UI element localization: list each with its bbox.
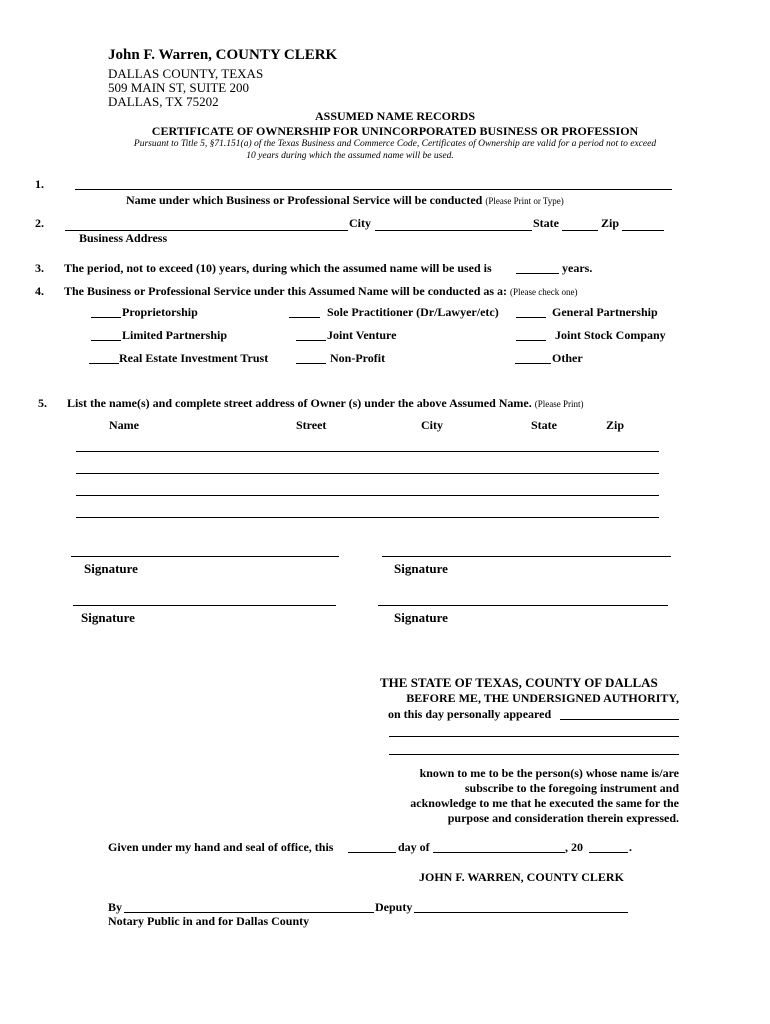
years-input[interactable] — [516, 273, 559, 274]
item5-number: 5. — [38, 396, 47, 410]
month-input[interactable] — [433, 852, 565, 853]
known-line-2: subscribe to the foregoing instrument and — [464, 781, 679, 795]
column-zip: Zip — [606, 418, 625, 432]
item5-text: List the name(s) and complete street address of Owner (s) under the above Assumed Name. (Please Print) — [67, 396, 584, 410]
non-profit-checkbox[interactable] — [296, 363, 326, 364]
address-line-2: 509 MAIN ST, SUITE 200 — [108, 80, 249, 95]
other-checkbox[interactable] — [515, 363, 551, 364]
item3-number: 3. — [35, 261, 44, 275]
item4-number: 4. — [35, 284, 44, 298]
business-address-label: Business Address — [79, 231, 168, 245]
year-prefix: , 20 — [565, 840, 583, 854]
year-input[interactable] — [589, 852, 628, 853]
signature-line-2[interactable] — [382, 556, 671, 557]
clerk-title: John F. Warren, COUNTY CLERK — [108, 47, 338, 63]
by-input[interactable] — [124, 912, 374, 913]
limited-partnership-checkbox[interactable] — [91, 340, 121, 341]
known-line-3: acknowledge to me that he executed the same for the — [410, 796, 679, 810]
item1-number: 1. — [35, 177, 44, 191]
state-input[interactable] — [562, 230, 598, 231]
option-reit: Real Estate Investment Trust — [119, 351, 269, 365]
item3-text: The period, not to exceed (10) years, during which the assumed name will be used is — [64, 261, 492, 275]
period-text: . — [629, 840, 632, 854]
option-non-profit: Non-Profit — [330, 351, 386, 365]
certificate-title: CERTIFICATE OF OWNERSHIP FOR UNINCORPORATED BUSINESS OR PROFESSION — [151, 124, 639, 138]
address-line-1: DALLAS COUNTY, TEXAS — [108, 66, 264, 81]
proprietorship-checkbox[interactable] — [91, 317, 121, 318]
signature-line-4[interactable] — [378, 605, 668, 606]
signature-label-4: Signature — [394, 610, 448, 625]
item2-number: 2. — [35, 216, 44, 230]
day-input[interactable] — [348, 852, 396, 853]
day-of-label: day of — [398, 840, 430, 854]
sole-practitioner-checkbox[interactable] — [289, 317, 320, 318]
owner-row-1[interactable] — [76, 451, 659, 452]
signature-line-1[interactable] — [71, 556, 339, 557]
option-proprietorship: Proprietorship — [122, 305, 198, 319]
option-sole-practitioner: Sole Practitioner (Dr/Lawyer/etc) — [327, 305, 499, 319]
appeared-name-line-2[interactable] — [389, 736, 679, 737]
joint-stock-checkbox[interactable] — [516, 340, 546, 341]
signature-label-2: Signature — [394, 561, 448, 576]
option-limited-partnership: Limited Partnership — [122, 328, 227, 342]
signature-label-3: Signature — [81, 610, 135, 625]
signature-label-1: Signature — [84, 561, 138, 576]
zip-label: Zip — [601, 216, 620, 230]
given-text: Given under my hand and seal of office, this — [108, 840, 334, 854]
item3-years-label: years. — [562, 261, 593, 275]
item1-label: Name under which Business or Professional Service will be conducted (Please Print or Type) — [126, 193, 564, 207]
column-city: City — [421, 418, 443, 432]
deputy-input[interactable] — [414, 912, 628, 913]
business-name-input[interactable] — [75, 189, 672, 190]
column-street: Street — [296, 418, 327, 432]
deputy-label: Deputy — [375, 900, 413, 914]
records-title: ASSUMED NAME RECORDS — [314, 109, 475, 123]
clerk-sign-text: JOHN F. WARREN, COUNTY CLERK — [419, 870, 624, 884]
appeared-text: on this day personally appeared — [388, 707, 552, 721]
appeared-name-line-3[interactable] — [389, 754, 679, 755]
before-me-text: BEFORE ME, THE UNDERSIGNED AUTHORITY, — [406, 691, 679, 705]
option-general-partnership: General Partnership — [552, 305, 658, 319]
state-heading: THE STATE OF TEXAS, COUNTY OF DALLAS — [380, 675, 658, 690]
city-input[interactable] — [375, 230, 532, 231]
owner-row-4[interactable] — [76, 517, 659, 518]
option-other: Other — [552, 351, 583, 365]
signature-line-3[interactable] — [73, 605, 336, 606]
reit-checkbox[interactable] — [89, 363, 119, 364]
joint-venture-checkbox[interactable] — [296, 340, 326, 341]
column-state: State — [531, 418, 557, 432]
known-line-4: purpose and consideration therein expressed. — [447, 811, 679, 825]
item4-text: The Business or Professional Service under this Assumed Name will be conducted as a: (Please check one) — [64, 284, 578, 298]
city-label: City — [349, 216, 371, 230]
notary-public-text: Notary Public in and for Dallas County — [108, 914, 310, 928]
column-name: Name — [109, 418, 139, 432]
state-label: State — [533, 216, 559, 230]
general-partnership-checkbox[interactable] — [516, 317, 546, 318]
owner-row-2[interactable] — [76, 473, 659, 474]
by-label: By — [108, 900, 123, 914]
known-line-1: known to me to be the person(s) whose name is/are — [419, 766, 679, 780]
option-joint-stock-company: Joint Stock Company — [555, 328, 666, 342]
owner-row-3[interactable] — [76, 495, 659, 496]
appeared-name-input[interactable] — [560, 719, 679, 720]
statute-line-2: 10 years during which the assumed name will be used. — [246, 151, 454, 161]
address-line-3: DALLAS, TX 75202 — [108, 94, 219, 109]
zip-input[interactable] — [622, 230, 664, 231]
statute-line-1: Pursuant to Title 5, §71.151(a) of the Texas Business and Commerce Code, Certificates of Ownership are valid for a period not to exceed — [133, 139, 657, 149]
option-joint-venture: Joint Venture — [327, 328, 397, 342]
